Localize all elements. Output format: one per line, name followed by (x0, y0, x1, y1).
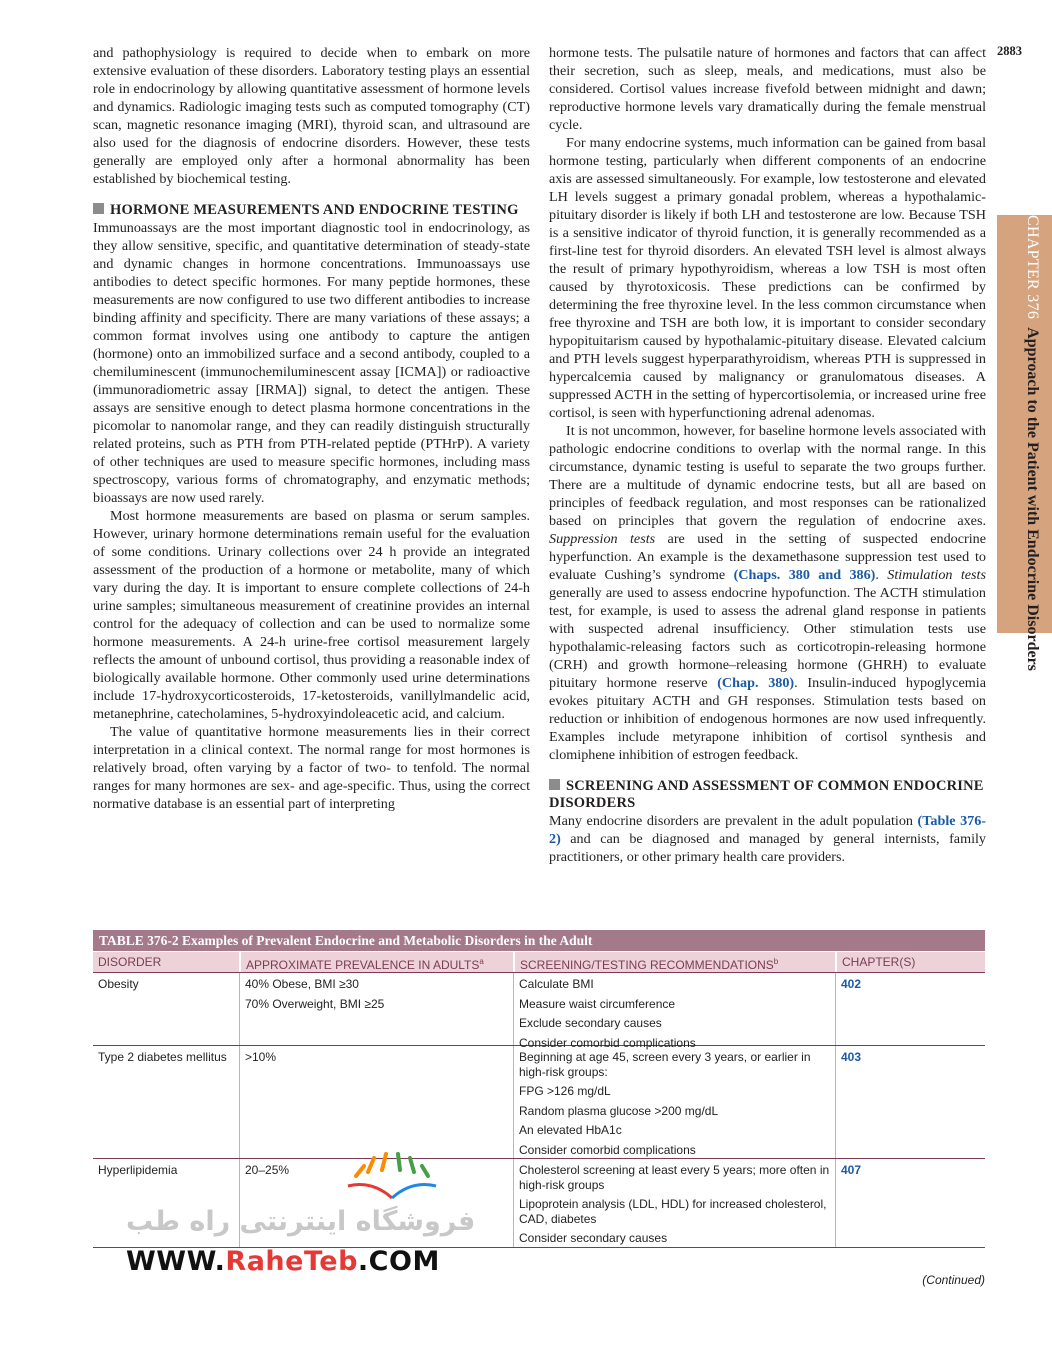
heading-square-marker (549, 779, 560, 790)
cell-chapter (835, 973, 985, 1045)
chapter-link-407[interactable]: 407 (841, 1163, 862, 1177)
cell-disorder: Obesity (98, 977, 139, 991)
header-prevalence: APPROXIMATE PREVALENCE IN ADULTS$^a$ (239, 952, 513, 972)
term-suppression-tests: Suppression tests (549, 531, 656, 547)
book-logo-icon (342, 1150, 442, 1200)
right-column (549, 44, 986, 866)
side-tab-text (1011, 215, 1041, 671)
table-title: TABLE 376-2 Examples of Prevalent Endocrine and Metabolic Disorders in the Adult (93, 930, 985, 951)
term-stimulation-tests: Stimulation tests (887, 567, 986, 583)
table-row (93, 1045, 985, 1158)
page-number: 2883 (997, 44, 1022, 58)
side-tab-title: Approach to the Patient with Endocrine Disorders (1024, 327, 1041, 671)
side-tab-chapter: CHAPTER 376 (1024, 215, 1041, 320)
table-link-376-2[interactable]: (Table 376-2) (549, 813, 987, 847)
cell-prevalence: 40% Obese, BMI ≥30 70% Overweight, BMI ≥25 (239, 973, 513, 1045)
paragraph-quantitative-value: The value of quantitative hormone measurements lies in their correct interpretation in a clinical context. The normal range for most hormones is relatively broad, often varying by a factor of two- to tenfold. The normal ranges for many hormones are sex- and age-specific. Thus, using the correct normative database is an essential part of interpreting (93, 724, 530, 812)
header-disorder: DISORDER (98, 955, 162, 969)
paragraph-basal-testing: For many endocrine systems, much information can be gained from basal hormone testing, particularly when different components of an endocrine axis are assessed simultaneously. For example, low testosterone and elevated LH levels suggest a primary gonadal problem, whereas a hypothalamic-pituitary disorder is likely if both LH and testosterone are low. Because TSH is a sensitive indicator of thyroid function, it is generally recommended as a first-line test for thyroid disorders. An elevated TSH level is almost always the result of primary hypothyroidism, whereas a low TSH is most often caused by thyrotoxicosis. These predictions can be confirmed by determining the free thyroxine level. In the less common circumstance when free thyroxine and TSH are both low, it is important to consider secondary hypopituitarism caused by hypothalamic-pituitary disease. Elevated calcium and PTH levels suggest hyperparathyroidism, whereas PTH is suppressed in hypercalcemia caused by malignancy or granulomatous diseases. A suppressed ACTH in the setting of hypercortisolemia, or increased urine free cortisol, is seen with hyperfunctioning adrenal adenomas. (549, 135, 986, 421)
cell-prevalence: 20–25% (239, 1159, 513, 1247)
section-heading-screening: SCREENING AND ASSESSMENT OF COMMON ENDOCRINE DISORDERS (549, 778, 984, 811)
continued-note: (Continued) (922, 1273, 985, 1287)
cell-screening: Cholesterol screening at least every 5 years; more often in high-risk groups Lipoprotein analysis (LDL, HDL) for increased cholesterol, CAD, diabetes Consider secondary causes (513, 1159, 835, 1247)
header-chapters: CHAPTER(S) (835, 952, 985, 972)
paragraph-immunoassays: Immunoassays are the most important diagnostic tool in endocrinology, as they allow sensitive, specific, and quantitative determination of steady-state and dynamic changes in hormone concentrations. Immunoassays use antibodies to detect specific hormones. For many peptide hormones, these measurements are now configured to use two different antibodies to increase binding affinity and specificity. There are many variations of these assays; a common format involves using one antibody to capture the antigen (hormone) onto an immobilized surface and a second antibody, coupled to a chemiluminescent (immunochemiluminescent assay [ICMA]) or radioactive (immunoradiometric assay [IRMA]) signal, to detect the antigen. These assays are sensitive enough to detect plasma hormone concentrations in the picomolar to nanomolar range, and they can readily distinguish structurally related proteins, such as PTH from PTH-related peptide (PTHrP). A variety of other techniques are used to measure specific hormones, including mass spectroscopy, various forms of chromatography, and enzymatic methods; bioassays are now used rarely. (93, 220, 530, 506)
watermark-url: WWW.RaheTeb.COM (126, 1246, 440, 1277)
watermark-persian-text: فروشگاه اینترنتی راه طب (126, 1206, 476, 1237)
table-header-row (93, 951, 985, 972)
paragraph-intro: and pathophysiology is required to decide when to embark on more extensive evaluation of these disorders. Laboratory testing plays an essential role in endocrinology by allowing quantitative assessment of hormone levels and dynamics. Radiologic imaging tests such as computed tomography (CT) scan, magnetic resonance imaging (MRI), thyroid scan, and ultrasound are also used for the diagnosis of endocrine disorders. However, these tests generally are employed only after a hormonal abnormality has been established by biochemical testing. (93, 45, 530, 187)
left-column (93, 44, 530, 813)
chapter-link-380[interactable]: (Chap. 380) (717, 675, 795, 691)
paragraph-hormone-tests: hormone tests. The pulsatile nature of hormones and factors that can affect their secretion, such as sleep, meals, and medications, must also be considered. Cortisol values increase fivefold between midnight and dawn; reproductive hormone levels vary dramatically during the female menstrual cycle. (549, 45, 986, 133)
table-row (93, 972, 985, 1050)
cell-screening: Beginning at age 45, screen every 3 years, or earlier in high-risk groups: FPG >126 mg/dL Random plasma glucose >200 mg/dL An elevated HbA1c Consider comorbid complications (513, 1046, 835, 1158)
paragraph-dynamic-testing: It is not uncommon, however, for baseline hormone levels associated with pathologic endocrine conditions to overlap with the normal range. In this circumstance, dynamic testing is useful to separate the two groups further. There are a multitude of dynamic endocrine tests, but all are based on principles of feedback regulation, and most responses can be rationalized based on principles that govern the regulation of endocrine axes. Suppression tests are used in the setting of suspected endocrine hyperfunction. An example is the dexamethasone suppression test used to evaluate Cushing’s syndrome (Chaps. 380 and 386). Stimulation tests generally are used to assess endocrine hypofunction. The ACTH stimulation test, for example, is used to assess the adrenal gland response in patients with suspected adrenal insufficiency. Other stimulation tests use hypothalamic-releasing factors such as corticotropin-releasing hormone (CRH) and growth hormone–releasing hormone (GHRH) to evaluate pituitary hormone reserve (Chap. 380). Insulin-induced hypoglycemia evokes pituitary ACTH and GH responses. Stimulation tests based on reduction or inhibition of endogenous hormones are now used infrequently. Examples include metyrapone inhibition of cortisol synthesis and clomiphene inhibition of estrogen feedback. (549, 423, 987, 763)
chapter-side-tab (997, 215, 1052, 671)
header-screening: SCREENING/TESTING RECOMMENDATIONS$^b$ (513, 952, 835, 972)
cell-chapter (835, 1159, 985, 1247)
chapter-link-380-386[interactable]: (Chaps. 380 and 386) (733, 567, 876, 583)
raheteb-watermark (118, 1150, 476, 1280)
chapter-link-402[interactable]: 402 (841, 977, 862, 991)
cell-disorder: Hyperlipidemia (98, 1163, 178, 1177)
paragraph-plasma-samples: Most hormone measurements are based on plasma or serum samples. However, urinary hormone determinations remain useful for the evaluation of some conditions. Urinary collections over 24 h provide an integrated assessment of the production of a hormone or metabolite, many of which vary during the day. It is important to ensure complete collections of 24-h urine samples; simultaneous measurement of creatinine provides an internal control for the adequacy of collection and can be used to normalize some hormone measurements. A 24-h urine-free cortisol measurement largely reflects the amount of unbound cortisol, thus providing a reasonable index of biologically available hormone. Other commonly used urine determinations include 17-hydroxycorticosteroids, 17-ketosteroids, vanillylmandelic acid, metanephrine, catecholamines, 5-hydroxyindoleacetic acid, and calcium. (93, 508, 530, 722)
chapter-link-403[interactable]: 403 (841, 1050, 862, 1064)
section-heading-hormone-measurements: HORMONE MEASUREMENTS AND ENDOCRINE TESTING (93, 202, 530, 219)
cell-screening: Calculate BMI Measure waist circumference Exclude secondary causes Consider comorbid complications (513, 973, 835, 1045)
heading-square-marker (93, 203, 104, 214)
cell-chapter (835, 1046, 985, 1158)
cell-disorder: Type 2 diabetes mellitus (98, 1050, 227, 1064)
paragraph-screening: Many endocrine disorders are prevalent in the adult population (Table 376-2) and can be diagnosed and managed by general internists, family practitioners, or other primary health care providers. (549, 813, 987, 865)
cell-prevalence: >10% (239, 1046, 513, 1158)
